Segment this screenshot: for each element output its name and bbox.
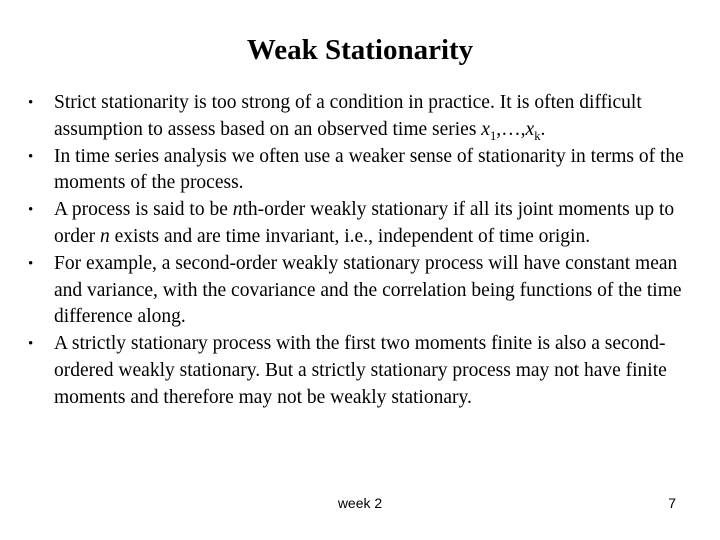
footer-label: week 2: [337, 495, 383, 511]
math-variable: x: [525, 118, 535, 140]
bullet-text: Strict stationarity is too strong of a condition in practice. It is often difficult assumption to assess based on an observed time series: [54, 92, 642, 140]
bullet-icon: •: [28, 95, 34, 111]
math-separator: ,…,: [496, 118, 526, 140]
bullet-text: A process is said to be: [54, 199, 233, 221]
math-terminator: .: [540, 118, 546, 140]
bullet-icon: •: [28, 255, 34, 272]
bullet-item: [24, 251, 704, 331]
bullet-text: In time series analysis we often use a weaker sense of stationarity in terms of the moments of the process.: [54, 145, 684, 194]
bullet-item: [24, 331, 704, 411]
math-variable: n: [232, 199, 243, 221]
math-variable: x: [481, 118, 490, 140]
bullet-text: th-order weakly stationary if all its joint moments up to order: [54, 199, 675, 247]
bullet-icon: •: [28, 148, 34, 165]
bullet-list: [24, 90, 704, 412]
slide-title: Weak Stationarity: [246, 34, 474, 66]
page-number: 7: [668, 495, 676, 511]
bullet-text: For example, a second-order weakly stationary process will have constant mean and variance, with the covariance and the correlation being functions of the time difference along.: [54, 252, 682, 328]
bullet-item: [24, 144, 704, 198]
bullet-text: exists and are time invariant, i.e., independent of time origin.: [109, 225, 591, 247]
bullet-item: [24, 197, 704, 251]
bullet-text: A strictly stationary process with the first two moments finite is also a second-ordered weakly stationary. But a strictly stationary process may not have finite moments and therefore may not be weakly stationary.: [54, 333, 667, 408]
math-subscript: 1: [489, 128, 497, 143]
bullet-item: [24, 90, 704, 144]
bullet-icon: •: [28, 336, 34, 353]
bullet-icon: •: [28, 202, 34, 219]
math-subscript: k: [534, 128, 541, 143]
math-variable: n: [100, 225, 110, 247]
